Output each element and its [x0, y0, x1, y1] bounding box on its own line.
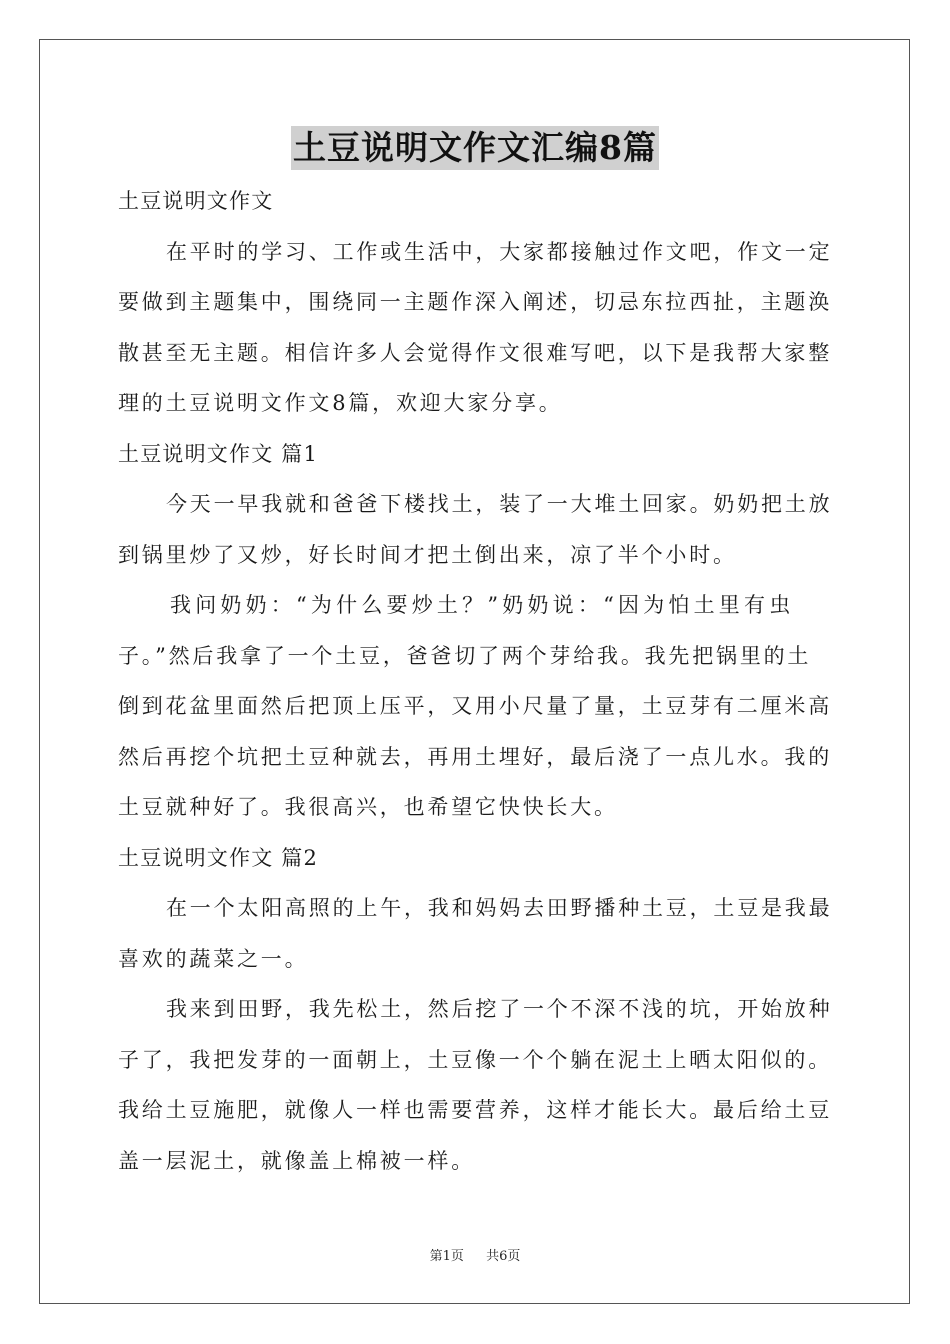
page-number-total: 共6页: [486, 1249, 521, 1264]
intro-line: 在平时的学习、工作或生活中，大家都接触过作文吧，作文一定: [166, 239, 833, 264]
paragraph-line: 倒到花盆里面然后把顶上压平，又用小尺量了量，土豆芽有二厘米高: [118, 694, 832, 718]
paragraph-line: 盖一层泥土，就像盖上棉被一样。: [118, 1148, 475, 1173]
page-footer: [0, 1245, 950, 1264]
paragraph-line: 到锅里炒了又炒，好长时间才把土倒出来，凉了半个小时。: [118, 542, 737, 567]
title-container: [0, 126, 950, 170]
section-heading: 土豆说明文作文 篇1: [118, 441, 319, 466]
document-title: 土豆说明文作文汇编8篇: [291, 126, 659, 170]
paragraph-line: 我问奶奶：“为什么要炒土？”奶奶说：“因为怕土里有虫: [170, 593, 795, 617]
document-body: [118, 176, 834, 1186]
paragraph-line: 然后再挖个坑把土豆种就去，再用土埋好，最后浇了一点儿水。我的: [118, 744, 832, 769]
intro-heading: 土豆说明文作文: [118, 189, 274, 213]
paragraph-line: 子了，我把发芽的一面朝上，土豆像一个个躺在泥土上晒太阳似的。: [118, 1047, 832, 1072]
paragraph-line: 在一个太阳高照的上午，我和妈妈去田野播种土豆，土豆是我最: [166, 896, 833, 920]
paragraph-line: 土豆就种好了。我很高兴，也希望它快快长大。: [118, 795, 618, 819]
intro-line: 要做到主题集中，围绕同一主题作深入阐述，切忌东拉西扯，主题涣: [118, 290, 832, 314]
paragraph-line: 今天一早我就和爸爸下楼找土，装了一大堆土回家。奶奶把土放: [166, 492, 833, 516]
page-number-current: 第1页: [429, 1249, 464, 1264]
intro-line: 散甚至无主题。相信许多人会觉得作文很难写吧，以下是我帮大家整: [118, 340, 832, 365]
paragraph-line: 我给土豆施肥，就像人一样也需要营养，这样才能长大。最后给土豆: [118, 1098, 832, 1122]
paragraph-line: 我来到田野，我先松土，然后挖了一个不深不浅的坑，开始放种: [166, 997, 833, 1021]
paragraph-line: 喜欢的蔬菜之一。: [118, 946, 309, 971]
section-heading: 土豆说明文作文 篇2: [118, 845, 319, 870]
intro-line: 理的土豆说明文作文8篇，欢迎大家分享。: [118, 391, 563, 415]
paragraph-line: 子。”然后我拿了一个土豆，爸爸切了两个芽给我。我先把锅里的土: [118, 643, 812, 668]
